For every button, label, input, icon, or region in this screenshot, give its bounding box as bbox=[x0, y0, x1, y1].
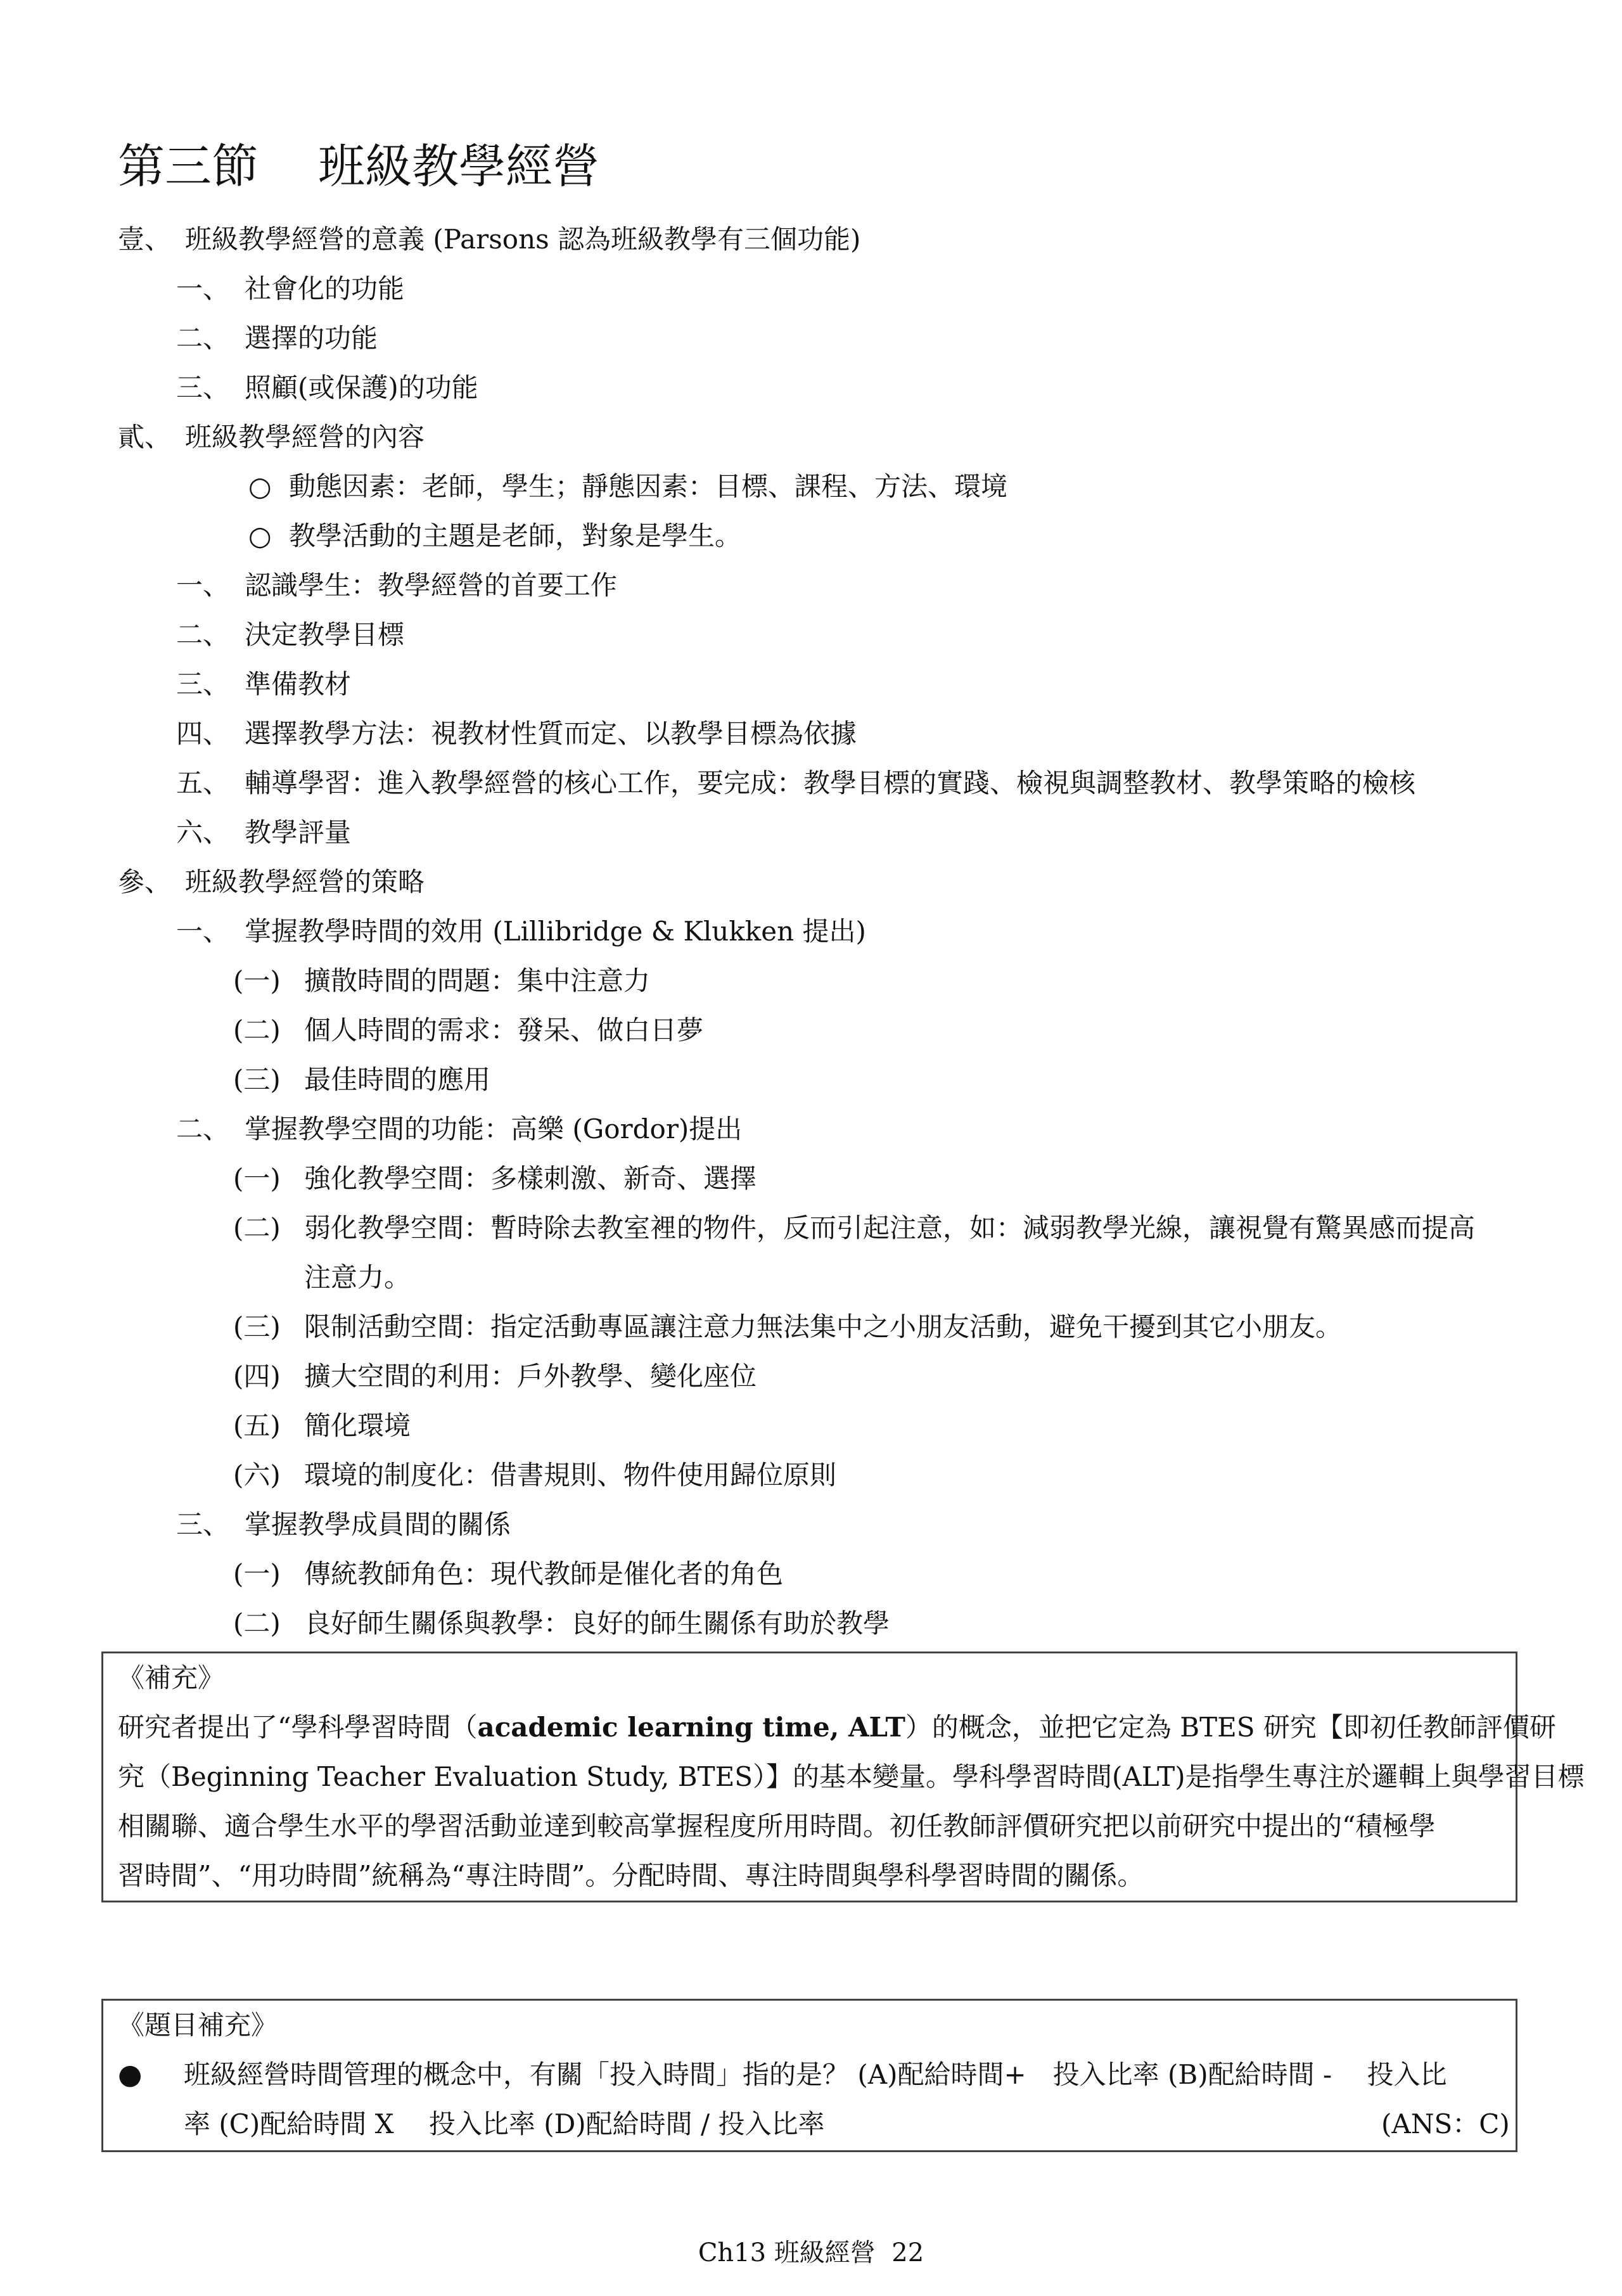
circle-icon: ○ bbox=[248, 520, 272, 551]
sub-item: (一) 傳統教師角色：現代教師是催化者的角色 bbox=[233, 1558, 784, 1589]
list-item: 六、 教學評量 bbox=[176, 817, 352, 848]
supplement-line: 研究者提出了“學科學習時間（academic learning time, ALT）的概念，並把它定為 BTES 研究【即初任教師評價研 bbox=[118, 1712, 1556, 1743]
sub-item: (二) 弱化教學空間：暫時除去教室裡的物件，反而引起注意，如：減弱教學光線，讓視覺有驚異感而提高 bbox=[233, 1212, 1476, 1243]
page-number: 22 bbox=[891, 2238, 924, 2267]
sub-item: (二) 良好師生關係與教學：良好的師生關係有助於教學 bbox=[233, 1608, 890, 1639]
alt-term: academic learning time, ALT bbox=[477, 1712, 905, 1743]
sub-item: (四) 擴大空間的利用：戶外教學、變化座位 bbox=[233, 1361, 757, 1392]
list-item: 一、 社會化的功能 bbox=[176, 273, 405, 304]
question-answer: (ANS：C) bbox=[1381, 2108, 1510, 2139]
sub-item: (二) 個人時間的需求：發呆、做白日夢 bbox=[233, 1015, 704, 1046]
question-options: 率 (C)配給時間 X 投入比率 (D)配給時間 / 投入比率 bbox=[184, 2108, 825, 2139]
bullet-icon: ● bbox=[118, 2058, 143, 2091]
supplement-line: 習時間”、“用功時間”統稱為“專注時間”。分配時間、專注時間與學科學習時間的關係。 bbox=[118, 1860, 1144, 1891]
circle-icon: ○ bbox=[248, 471, 272, 502]
list-item: 三、 照顧(或保護)的功能 bbox=[176, 372, 478, 403]
section-name: 班級教學經營 bbox=[318, 139, 599, 194]
note-item: ○ 教學活動的主題是老師，對象是學生。 bbox=[248, 518, 741, 554]
footer-chapter: Ch13 班級經營 bbox=[698, 2238, 876, 2267]
question-text: 班級經營時間管理的概念中，有關「投入時間」指的是？ (A)配給時間+ 投入比率 (B)配給時間 - 投入比 bbox=[184, 2059, 1447, 2090]
sub-item: (一) 強化教學空間：多樣刺激、新奇、選擇 bbox=[233, 1163, 757, 1194]
list-item: 二、 選擇的功能 bbox=[176, 323, 378, 354]
sub-item: (五) 簡化環境 bbox=[233, 1410, 411, 1441]
sub-item: (三) 最佳時間的應用 bbox=[233, 1064, 491, 1095]
sub-item-continuation: 注意力。 bbox=[304, 1262, 411, 1293]
list-item: 一、 認識學生：教學經營的首要工作 bbox=[176, 570, 618, 601]
list-item: 三、 掌握教學成員間的關係 bbox=[176, 1509, 511, 1540]
heading-3: 參、 班級教學經營的策略 bbox=[118, 866, 425, 897]
sub-item: (三) 限制活動空間：指定活動專區讓注意力無法集中之小朋友活動，避免干擾到其它小朋友。 bbox=[233, 1311, 1343, 1342]
section-number: 第三節 bbox=[118, 139, 259, 194]
section-title bbox=[118, 138, 599, 195]
question-title: 《題目補充》 bbox=[118, 2010, 278, 2041]
list-item: 一、 掌握教學時間的效用 (Lillibridge & Klukken 提出) bbox=[176, 916, 866, 947]
supplement-line: 相關聯、適合學生水平的學習活動並達到較高掌握程度所用時間。初任教師評價研究把以前研究中提出的“積極學 bbox=[118, 1811, 1436, 1842]
sub-item: (六) 環境的制度化：借書規則、物件使用歸位原則 bbox=[233, 1459, 837, 1491]
list-item: 二、 掌握教學空間的功能：高樂 (Gordor)提出 bbox=[176, 1113, 743, 1145]
list-item: 二、 決定教學目標 bbox=[176, 619, 405, 650]
page-footer bbox=[0, 2237, 1622, 2269]
supplement-line: 究（Beginning Teacher Evaluation Study, BTES）】的基本變量。學科學習時間(ALT)是指學生專注於邏輯上與學習目標 bbox=[118, 1761, 1585, 1792]
list-item: 五、 輔導學習：進入教學經營的核心工作，要完成：教學目標的實踐、檢視與調整教材、教學策略的檢核 bbox=[176, 767, 1416, 798]
list-item: 四、 選擇教學方法：視教材性質而定、以教學目標為依據 bbox=[176, 718, 857, 749]
note-item: ○ 動態因素：老師，學生；靜態因素：目標、課程、方法、環境 bbox=[248, 469, 1007, 504]
sub-item: (一) 擴散時間的問題：集中注意力 bbox=[233, 965, 651, 996]
list-item: 三、 準備教材 bbox=[176, 669, 352, 700]
supplement-title: 《補充》 bbox=[118, 1662, 225, 1693]
heading-1: 壹、 班級教學經營的意義 (Parsons 認為班級教學有三個功能) bbox=[118, 224, 861, 255]
heading-2: 貳、 班級教學經營的內容 bbox=[118, 421, 425, 452]
